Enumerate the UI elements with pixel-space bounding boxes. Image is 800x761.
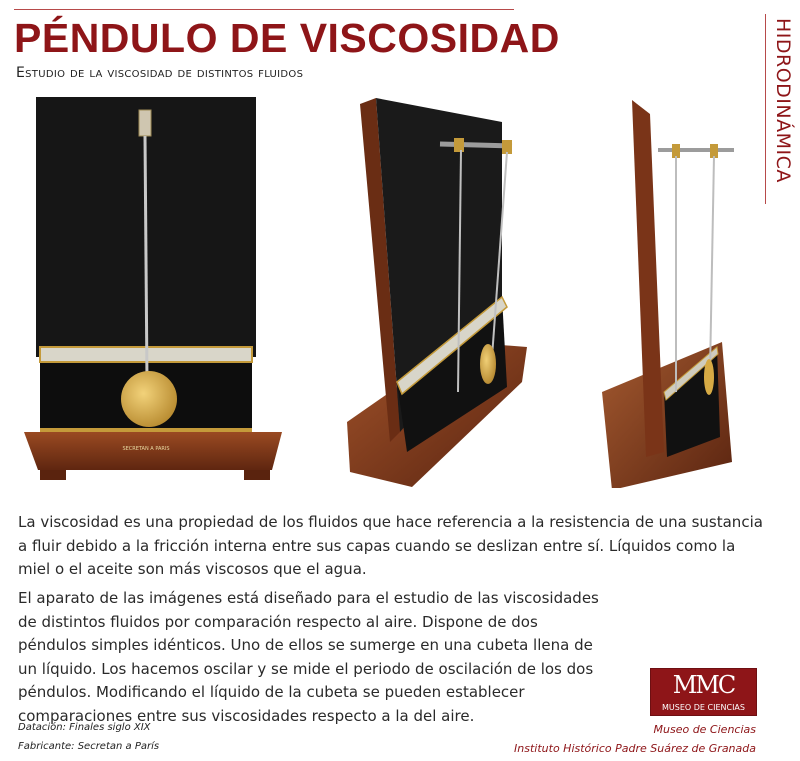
museum-logo [650,668,757,716]
pendulum-bob [480,344,496,384]
logo-glyph: MMC [672,671,735,699]
page-title: PÉNDULO DE VISCOSIDAD [14,15,560,61]
section-label: HIDRODINÁMICA [772,18,794,183]
logo-caption: MUSEO DE CIENCIAS [662,703,745,712]
dating-note: Datación: Finales siglo XIX [18,722,151,733]
pendulum-bob [121,371,177,427]
header-rule [14,9,514,10]
photo-angled-view [342,92,532,488]
page-subtitle: Estudio de la viscosidad de distintos fluidos [16,65,304,81]
maker-engraving: SECRETAN A PARIS [122,446,170,452]
maker-note: Fabricante: Secretan a París [18,741,160,752]
museum-name: Museo de Ciencias [653,723,756,736]
institute-name: Instituto Histórico Padre Suárez de Granada [514,742,756,755]
intro-paragraph: La viscosidad es una propiedad de los fluidos que hace referencia a la resistencia de una sustancia a fluir debido a la fricción interna entre sus capas cuando se deslizan entre sí. Líquidos como la miel o el aceite son más viscosos que el agua. [18,513,763,578]
photo-front-view [14,92,296,488]
pendulum-axle [440,144,512,146]
pendulum-rod [145,136,147,382]
photo-side-view [592,92,742,488]
pendulum-bob [704,359,714,395]
description-paragraph: El aparato de las imágenes está diseñado para el estudio de las viscosidades de distintos fluidos por comparación respecto al aire. Dispone de dos péndulos simples idénticos. Uno de ellos se sumerge en una cubeta llena de un líquido. Los hacemos oscilar y se mide el periodo de oscilación de los dos péndulos. Modificando el líquido de la cubeta se pueden establecer comparaciones entre sus viscosidades respecto a la del aire. [18,589,599,725]
pivot-clamp [139,110,151,136]
